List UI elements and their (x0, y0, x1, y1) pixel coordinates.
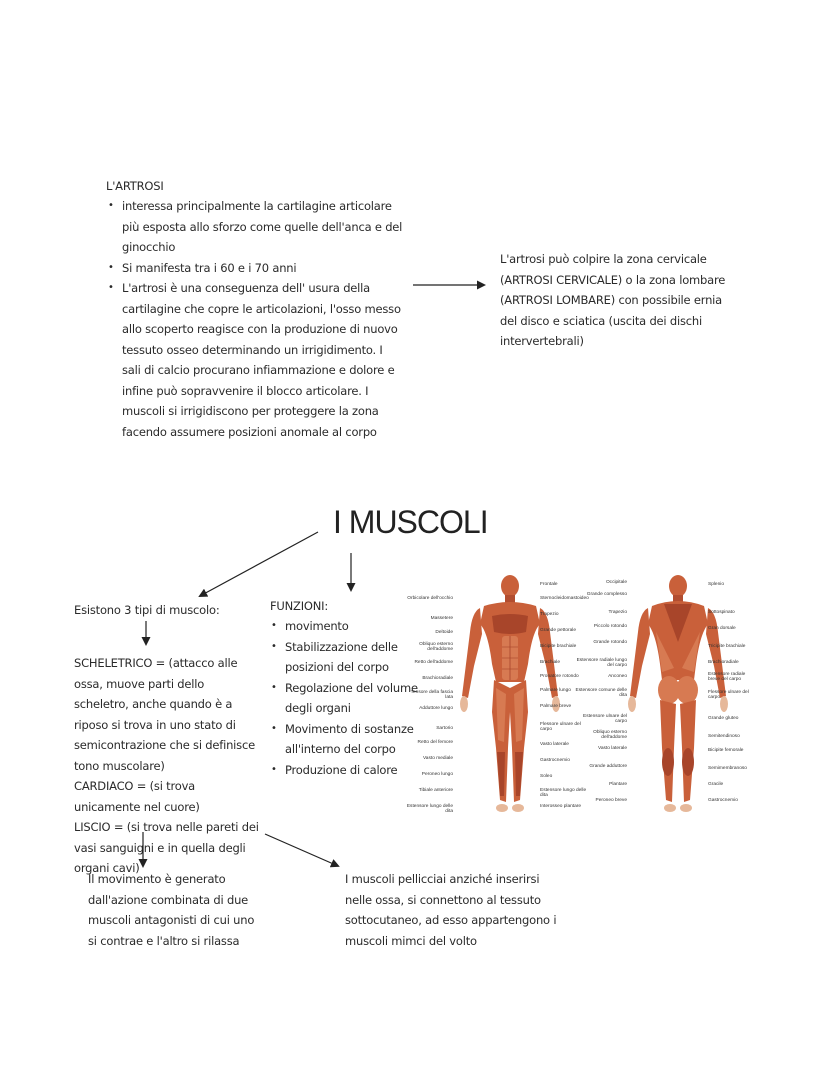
funzione-item: • Regolazione del volume degli organi (271, 678, 421, 719)
cardiaco-text: CARDIACO = (si trova unicamente nel cuore) (74, 779, 200, 814)
anatomy-label: Sottospinato (708, 610, 735, 615)
artrosi-heading: L'ARTROSI (106, 179, 164, 193)
anatomy-label: Retto dell'addome (414, 660, 453, 665)
anatomy-label: Gracile (708, 782, 724, 787)
funzioni-heading: FUNZIONI: (270, 599, 329, 613)
anatomy-label: Tensore della fascia lata (410, 690, 453, 701)
arrow-title-to-tipi (200, 532, 318, 596)
anatomy-label: Brachioradiale (708, 660, 739, 665)
anatomy-label: Grande adduttore (589, 764, 627, 769)
anatomy-label: Estensore lungo delle dita (540, 788, 587, 799)
anatomy-label: Palmare breve (540, 704, 572, 709)
anatomy-label: Sartorio (436, 726, 453, 731)
anatomy-label: Piccolo rotondo (593, 624, 627, 629)
anatomy-label: Bicipite femorale (708, 748, 744, 753)
scheletrico-text: SCHELETRICO = (attacco alle ossa, muove parti dello scheletro, anche quando è a riposo si trova in uno stato di semicontrazione che si definisce tono muscolare) (74, 656, 255, 773)
anatomy-label: Palmare lungo (540, 688, 571, 693)
anatomy-label: Semimembranoso (708, 766, 747, 771)
anatomy-label: Gran dorsale (708, 626, 736, 631)
funzione-item: • movimento (271, 616, 421, 637)
anatomy-label: Estensore radiale breve del carpo (708, 672, 746, 683)
anatomy-label: Occipitale (605, 580, 627, 585)
front-left-labels (403, 578, 453, 818)
page-title: I MUSCOLI (333, 504, 488, 540)
pellicciai-note: I muscoli pellicciai anziché inserirsi nelle ossa, si connettono al tessuto sottocutaneo, ad esso appartengono i muscoli mimci del volto (345, 872, 557, 948)
anatomy-label: Vasto laterale (598, 746, 627, 751)
anatomy-label: Flessore ulnare del carpo (708, 690, 749, 701)
anatomy-label: Obliquo esterno dell'addome (419, 642, 453, 653)
artrosi-side-note: L'artrosi può colpire la zona cervicale (ARTROSI CERVICALE) o la zona lombare (ARTROSI LOMBARE) con possibile ernia del disco e sciatica (uscita dei dischi intervertebrali) (500, 252, 726, 348)
anatomy-label: Retto del femore (417, 740, 453, 745)
anatomy-label: Anconeo (608, 674, 627, 679)
anatomy-label: Plantare (609, 782, 627, 787)
anatomy-label: Peroneo breve (595, 798, 627, 803)
artrosi-bullet: • L'artrosi è una conseguenza dell' usura della cartilagine che copre le articolazioni, l'osso messo allo scoperto reagisce con la produzione di nuovo tessuto osseo determinando un irrigidimento. I sali di calcio procurano infiammazione e dolore e infine può sopravvenire il blocco articolare. I muscoli si irrigidiscono per proteggere la zona facendo assumere posizioni anomale al corpo (108, 278, 404, 442)
anatomy-label: Pronatore rotondo (540, 674, 579, 679)
back-left-labels (575, 578, 627, 818)
anatomy-label: Vasto laterale (540, 742, 569, 747)
anatomy-label: Estensore comune delle dita (575, 688, 627, 699)
anatomy-label: Splenio (708, 582, 725, 587)
movimento-note: Il movimento è generato dall'azione combinata di due muscoli antagonisti di cui uno si contrae e l'altro si rilassa (88, 872, 255, 948)
anatomy-label: Trapezio (608, 610, 627, 615)
anatomy-label: Interosseo plantare (540, 804, 582, 809)
anatomy-label: Peroneo lungo (421, 772, 453, 777)
artrosi-bullet: • interessa principalmente la cartilagine articolare più esposta allo sforzo come quelle dell'anca e del ginocchio (108, 196, 404, 258)
anatomy-label: Grande pettorale (540, 628, 577, 633)
liscio-text: LISCIO = (si trova nelle pareti dei vasi sanguigni e in quella degli organi cavi) (74, 820, 259, 875)
anatomy-label: Obliquo esterno dell'addome (593, 730, 627, 741)
anatomy-label: Sternocleidomastoideo (540, 596, 589, 601)
anatomy-label: Deltoide (435, 630, 453, 635)
anatomy-label: Tricipite brachiale (708, 644, 746, 649)
anatomy-label: Trapezio (540, 612, 559, 617)
artrosi-bullet: • Si manifesta tra i 60 e i 70 anni (108, 258, 404, 279)
anatomy-label: Vasto mediale (422, 756, 453, 761)
anatomy-label: Bicipite brachiale (540, 644, 577, 649)
tipi-heading: Esistono 3 tipi di muscolo: (74, 603, 220, 617)
anatomy-label: Grande rotondo (593, 640, 627, 645)
funzione-item: • Stabilizzazione delle posizioni del corpo (271, 637, 421, 678)
anatomy-label: Tibiale anteriore (418, 788, 453, 793)
anatomy-label: Estensore lungo delle dita (406, 804, 453, 815)
funzione-item: • Movimento di sostanze all'interno del corpo (271, 719, 421, 760)
anatomy-label: Brachioradiale (422, 676, 453, 681)
anatomy-label: Brachiale (540, 660, 560, 665)
anatomy-label: Gastrocnemio (540, 758, 570, 763)
anatomy-label: Estensore ulnare del carpo (583, 714, 627, 725)
arrow-to-pellicciai (265, 834, 338, 866)
anatomy-label: Orbicolare dell'occhio (407, 596, 453, 601)
funzione-item: • Produzione di calore (271, 760, 421, 781)
anatomy-label: Grande complesso (586, 592, 627, 597)
anatomy-label: Frontale (540, 582, 558, 587)
back-right-labels (708, 578, 758, 818)
anatomy-label: Semitendinoso (708, 734, 740, 739)
anatomy-label: Massetere (430, 616, 453, 621)
anatomy-label: Flessore ulnare del carpo (540, 722, 581, 733)
anatomy-label: Soleo (540, 774, 553, 779)
anatomy-label: Gastrocnemio (708, 798, 738, 803)
anatomy-label: Estensore radiale lungo del carpo (576, 658, 627, 669)
anatomy-label: Grande gluteo (708, 716, 739, 721)
anatomy-label: Adduttore lungo (419, 706, 453, 711)
